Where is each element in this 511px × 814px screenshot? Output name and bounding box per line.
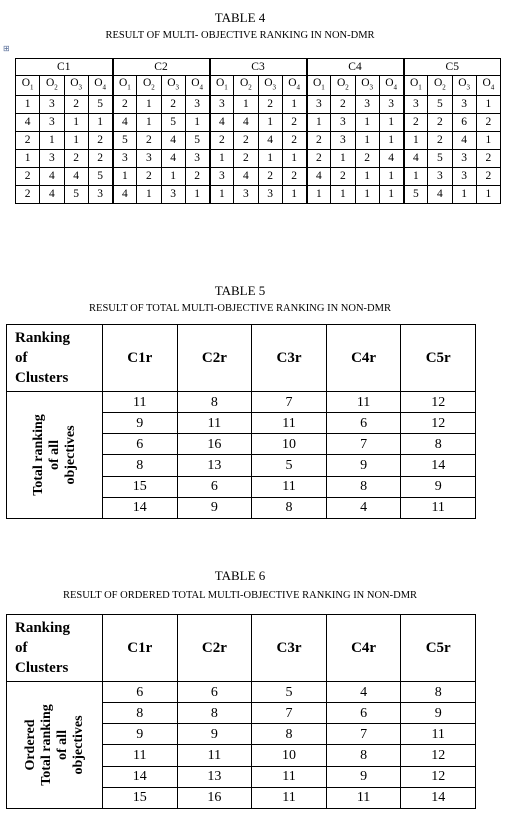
table-cell: 3 bbox=[40, 96, 64, 114]
side-label-text: Ordered Total ranking of all objectives bbox=[23, 704, 86, 786]
table-cell: 1 bbox=[379, 168, 403, 186]
table-cell: 8 bbox=[401, 434, 476, 455]
table-cell: 6 bbox=[326, 413, 401, 434]
table-cell: 1 bbox=[185, 186, 209, 204]
table-cell: 4 bbox=[326, 497, 401, 518]
table-cell: 1 bbox=[355, 168, 379, 186]
table-cell: 3 bbox=[404, 96, 428, 114]
objective-header: $O_2$ bbox=[428, 76, 452, 96]
table-cell: 12 bbox=[401, 413, 476, 434]
header-row bbox=[7, 325, 476, 392]
table-row bbox=[7, 682, 476, 703]
objective-header: $O_4$ bbox=[185, 76, 209, 96]
table-cell: 5 bbox=[428, 96, 452, 114]
table-cell: 2 bbox=[16, 132, 40, 150]
cluster-header-row bbox=[16, 59, 501, 76]
table-cell: 10 bbox=[252, 434, 327, 455]
table-cell: 1 bbox=[476, 186, 500, 204]
table-cell: 2 bbox=[331, 168, 355, 186]
table-cell: 3 bbox=[452, 96, 476, 114]
table-cell: 8 bbox=[252, 497, 327, 518]
table-cell: 3 bbox=[234, 186, 258, 204]
table-cell: 1 bbox=[40, 132, 64, 150]
table-cell: 3 bbox=[452, 150, 476, 168]
table-row bbox=[16, 114, 501, 132]
table-cell: 2 bbox=[234, 150, 258, 168]
table-cell: 3 bbox=[137, 150, 161, 168]
table-cell: 8 bbox=[177, 392, 252, 413]
table-cell: 6 bbox=[103, 434, 178, 455]
table-cell: 4 bbox=[452, 132, 476, 150]
table-cell: 1 bbox=[234, 96, 258, 114]
table-cell: 3 bbox=[331, 132, 355, 150]
table-cell: 2 bbox=[137, 132, 161, 150]
table-cell: 8 bbox=[103, 455, 178, 476]
table-cell: 2 bbox=[64, 150, 88, 168]
table-cell: 2 bbox=[161, 96, 185, 114]
table-row bbox=[16, 168, 501, 186]
objective-header: $O_2$ bbox=[137, 76, 161, 96]
table-cell: 11 bbox=[252, 476, 327, 497]
objective-header: $O_2$ bbox=[234, 76, 258, 96]
header-row bbox=[7, 615, 476, 682]
table-cell: 1 bbox=[476, 132, 500, 150]
table-cell: 3 bbox=[185, 96, 209, 114]
table-cell: 9 bbox=[103, 413, 178, 434]
table-cell: 12 bbox=[401, 766, 476, 787]
objective-header: $O_2$ bbox=[40, 76, 64, 96]
table-cell: 1 bbox=[331, 186, 355, 204]
table4 bbox=[15, 58, 501, 204]
objective-header: $O_1$ bbox=[307, 76, 331, 96]
table-cell: 2 bbox=[428, 132, 452, 150]
objective-header: $O_3$ bbox=[355, 76, 379, 96]
table-cell: 2 bbox=[331, 96, 355, 114]
table-cell: 11 bbox=[103, 392, 178, 413]
table-cell: 15 bbox=[103, 787, 178, 808]
table-cell: 1 bbox=[88, 114, 112, 132]
cluster-header: C4 bbox=[307, 59, 404, 76]
table-cell: 2 bbox=[88, 150, 112, 168]
table-cell: 2 bbox=[282, 114, 306, 132]
table-cell: 7 bbox=[252, 703, 327, 724]
table-cell: 2 bbox=[476, 114, 500, 132]
table-cell: 11 bbox=[401, 724, 476, 745]
table-row bbox=[7, 392, 476, 413]
table-cell: 2 bbox=[307, 150, 331, 168]
table-cell: 5 bbox=[252, 455, 327, 476]
table-cell: 2 bbox=[404, 114, 428, 132]
table-cell: 4 bbox=[161, 132, 185, 150]
table-cell: 9 bbox=[326, 766, 401, 787]
table-cell: 15 bbox=[103, 476, 178, 497]
table-cell: 3 bbox=[40, 150, 64, 168]
table-cell: 2 bbox=[113, 96, 137, 114]
table-cell: 3 bbox=[113, 150, 137, 168]
table-cell: 2 bbox=[64, 96, 88, 114]
column-header: C2r bbox=[177, 325, 252, 392]
table-cell: 14 bbox=[103, 766, 178, 787]
table6-title: TABLE 6 bbox=[214, 568, 266, 583]
table-cell: 6 bbox=[103, 682, 178, 703]
table4-title: TABLE 4 bbox=[214, 10, 266, 25]
table-cell: 3 bbox=[185, 150, 209, 168]
table4-caption: RESULT OF MULTI- OBJECTIVE RANKING IN NON-DMR bbox=[105, 30, 375, 41]
table-cell: 11 bbox=[252, 766, 327, 787]
table-cell: 3 bbox=[161, 186, 185, 204]
table-cell: 1 bbox=[355, 132, 379, 150]
table-cell: 4 bbox=[16, 114, 40, 132]
table-cell: 1 bbox=[137, 96, 161, 114]
objective-header: $O_3$ bbox=[258, 76, 282, 96]
table-cell: 1 bbox=[258, 114, 282, 132]
objective-header: $O_1$ bbox=[210, 76, 234, 96]
table-cell: 3 bbox=[355, 96, 379, 114]
table-cell: 1 bbox=[113, 168, 137, 186]
table-cell: 3 bbox=[379, 96, 403, 114]
table-cell: 6 bbox=[177, 682, 252, 703]
table-cell: 4 bbox=[258, 132, 282, 150]
table5-title: TABLE 5 bbox=[214, 283, 266, 298]
table-cell: 13 bbox=[177, 766, 252, 787]
table-cell: 1 bbox=[476, 96, 500, 114]
side-label bbox=[7, 682, 103, 809]
table-cell: 3 bbox=[40, 114, 64, 132]
table-cell: 14 bbox=[401, 787, 476, 808]
table-cell: 3 bbox=[307, 96, 331, 114]
table-cell: 4 bbox=[40, 186, 64, 204]
table-cell: 2 bbox=[234, 132, 258, 150]
table-cell: 5 bbox=[252, 682, 327, 703]
table-cell: 5 bbox=[64, 186, 88, 204]
table-cell: 1 bbox=[307, 186, 331, 204]
table-cell: 1 bbox=[258, 150, 282, 168]
table-cell: 10 bbox=[252, 745, 327, 766]
table-cell: 3 bbox=[210, 96, 234, 114]
table5-caption: RESULT OF TOTAL MULTI-OBJECTIVE RANKING IN NON-DMR bbox=[89, 303, 391, 314]
table6 bbox=[6, 614, 476, 809]
objective-header: $O_3$ bbox=[64, 76, 88, 96]
cluster-header: C3 bbox=[210, 59, 307, 76]
table-cell: 11 bbox=[401, 497, 476, 518]
table-cell: 2 bbox=[185, 168, 209, 186]
table-cell: 3 bbox=[452, 168, 476, 186]
table-cell: 1 bbox=[404, 168, 428, 186]
table-cell: 6 bbox=[326, 703, 401, 724]
table-cell: 1 bbox=[185, 114, 209, 132]
table-cell: 1 bbox=[379, 132, 403, 150]
table-row bbox=[16, 150, 501, 168]
table-cell: 1 bbox=[137, 114, 161, 132]
side-label bbox=[7, 392, 103, 519]
table-cell: 4 bbox=[379, 150, 403, 168]
objective-header: $O_3$ bbox=[161, 76, 185, 96]
table-row bbox=[16, 96, 501, 114]
table-cell: 1 bbox=[282, 186, 306, 204]
column-header: C1r bbox=[103, 325, 178, 392]
table-cell: 4 bbox=[64, 168, 88, 186]
table-cell: 1 bbox=[331, 150, 355, 168]
table-cell: 8 bbox=[401, 682, 476, 703]
table-cell: 9 bbox=[401, 703, 476, 724]
table-cell: 1 bbox=[282, 150, 306, 168]
table-cell: 9 bbox=[177, 724, 252, 745]
table-cell: 1 bbox=[16, 150, 40, 168]
table-cell: 3 bbox=[210, 168, 234, 186]
row-header-label: Ranking of Clusters bbox=[7, 325, 103, 392]
objective-header: $O_4$ bbox=[88, 76, 112, 96]
table-cell: 4 bbox=[326, 682, 401, 703]
table-anchor-icon: ⊞ bbox=[3, 44, 10, 53]
table-cell: 4 bbox=[234, 168, 258, 186]
table-cell: 1 bbox=[137, 186, 161, 204]
table-cell: 11 bbox=[326, 787, 401, 808]
table-cell: 4 bbox=[40, 168, 64, 186]
table-cell: 1 bbox=[404, 132, 428, 150]
table-cell: 11 bbox=[252, 787, 327, 808]
table-cell: 1 bbox=[210, 150, 234, 168]
table-cell: 2 bbox=[307, 132, 331, 150]
table-cell: 4 bbox=[161, 150, 185, 168]
objective-header: $O_3$ bbox=[452, 76, 476, 96]
table-cell: 2 bbox=[476, 168, 500, 186]
objective-header: $O_1$ bbox=[404, 76, 428, 96]
table-cell: 2 bbox=[16, 186, 40, 204]
table-cell: 11 bbox=[177, 413, 252, 434]
table-cell: 11 bbox=[103, 745, 178, 766]
table-cell: 4 bbox=[113, 186, 137, 204]
table-row bbox=[16, 186, 501, 204]
side-label-text: Total ranking of all objectives bbox=[31, 414, 78, 496]
table-cell: 7 bbox=[326, 724, 401, 745]
table-cell: 1 bbox=[379, 114, 403, 132]
table-cell: 8 bbox=[177, 703, 252, 724]
table-cell: 4 bbox=[404, 150, 428, 168]
table6-caption: RESULT OF ORDERED TOTAL MULTI-OBJECTIVE RANKING IN NON-DMR bbox=[62, 590, 418, 601]
table-cell: 14 bbox=[401, 455, 476, 476]
table-row bbox=[16, 132, 501, 150]
table-cell: 2 bbox=[258, 168, 282, 186]
column-header: C3r bbox=[252, 615, 327, 682]
table-cell: 2 bbox=[258, 96, 282, 114]
objective-header: $O_2$ bbox=[331, 76, 355, 96]
table-cell: 16 bbox=[177, 787, 252, 808]
table-cell: 3 bbox=[88, 186, 112, 204]
table-cell: 1 bbox=[452, 186, 476, 204]
table-cell: 1 bbox=[379, 186, 403, 204]
table-cell: 4 bbox=[210, 114, 234, 132]
table-cell: 1 bbox=[16, 96, 40, 114]
table-cell: 2 bbox=[428, 114, 452, 132]
table-cell: 4 bbox=[307, 168, 331, 186]
objective-header: $O_4$ bbox=[282, 76, 306, 96]
objective-header: $O_1$ bbox=[16, 76, 40, 96]
table-cell: 12 bbox=[401, 392, 476, 413]
objective-header: $O_4$ bbox=[379, 76, 403, 96]
objective-header: $O_4$ bbox=[476, 76, 500, 96]
column-header: C5r bbox=[401, 325, 476, 392]
row-header-label: Ranking of Clusters bbox=[7, 615, 103, 682]
table-cell: 8 bbox=[252, 724, 327, 745]
table-cell: 4 bbox=[113, 114, 137, 132]
column-header: C5r bbox=[401, 615, 476, 682]
column-header: C2r bbox=[177, 615, 252, 682]
cluster-header: C1 bbox=[16, 59, 113, 76]
table-cell: 11 bbox=[252, 413, 327, 434]
table-cell: 13 bbox=[177, 455, 252, 476]
table-cell: 8 bbox=[326, 476, 401, 497]
cluster-header: C5 bbox=[404, 59, 501, 76]
table-cell: 6 bbox=[452, 114, 476, 132]
table5 bbox=[6, 324, 476, 519]
table-cell: 5 bbox=[161, 114, 185, 132]
table-cell: 7 bbox=[252, 392, 327, 413]
objective-header: $O_1$ bbox=[113, 76, 137, 96]
table-cell: 1 bbox=[307, 114, 331, 132]
table-cell: 14 bbox=[103, 497, 178, 518]
table-cell: 3 bbox=[428, 168, 452, 186]
table-cell: 5 bbox=[88, 168, 112, 186]
table-cell: 8 bbox=[103, 703, 178, 724]
table-cell: 5 bbox=[88, 96, 112, 114]
table-cell: 2 bbox=[137, 168, 161, 186]
table-cell: 16 bbox=[177, 434, 252, 455]
table-cell: 9 bbox=[326, 455, 401, 476]
table-cell: 2 bbox=[210, 132, 234, 150]
table-cell: 4 bbox=[234, 114, 258, 132]
column-header: C4r bbox=[326, 615, 401, 682]
table-cell: 8 bbox=[326, 745, 401, 766]
table-cell: 4 bbox=[428, 186, 452, 204]
table-cell: 11 bbox=[177, 745, 252, 766]
column-header: C3r bbox=[252, 325, 327, 392]
table-cell: 1 bbox=[210, 186, 234, 204]
table-cell: 2 bbox=[282, 168, 306, 186]
table-cell: 2 bbox=[476, 150, 500, 168]
table-cell: 3 bbox=[331, 114, 355, 132]
table-cell: 5 bbox=[404, 186, 428, 204]
table-cell: 3 bbox=[258, 186, 282, 204]
table-cell: 6 bbox=[177, 476, 252, 497]
table-cell: 1 bbox=[161, 168, 185, 186]
table-cell: 9 bbox=[401, 476, 476, 497]
table-cell: 1 bbox=[355, 186, 379, 204]
objective-header-row bbox=[16, 76, 501, 96]
table-cell: 2 bbox=[88, 132, 112, 150]
table-cell: 9 bbox=[103, 724, 178, 745]
table-cell: 5 bbox=[185, 132, 209, 150]
column-header: C1r bbox=[103, 615, 178, 682]
cluster-header: C2 bbox=[113, 59, 210, 76]
table-cell: 2 bbox=[355, 150, 379, 168]
table-cell: 2 bbox=[16, 168, 40, 186]
table-cell: 2 bbox=[282, 132, 306, 150]
table-cell: 7 bbox=[326, 434, 401, 455]
table-cell: 1 bbox=[355, 114, 379, 132]
table-cell: 5 bbox=[428, 150, 452, 168]
column-header: C4r bbox=[326, 325, 401, 392]
table-cell: 1 bbox=[64, 114, 88, 132]
table-cell: 12 bbox=[401, 745, 476, 766]
table-cell: 1 bbox=[282, 96, 306, 114]
table-cell: 1 bbox=[64, 132, 88, 150]
table-cell: 9 bbox=[177, 497, 252, 518]
table-cell: 11 bbox=[326, 392, 401, 413]
table-cell: 5 bbox=[113, 132, 137, 150]
